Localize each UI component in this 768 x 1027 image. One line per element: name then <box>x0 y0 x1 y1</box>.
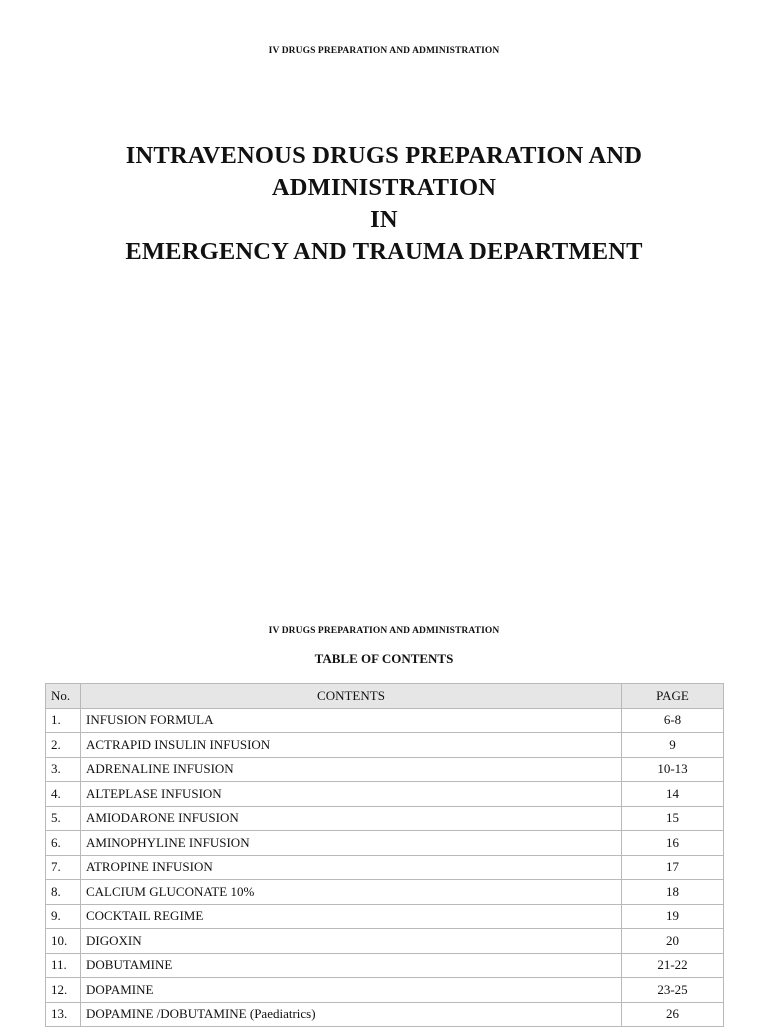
toc-row-contents: DOPAMINE <box>81 978 622 1003</box>
title-line-3: IN <box>370 206 398 233</box>
toc-row-contents: COCKTAIL REGIME <box>81 904 622 929</box>
toc-row <box>46 929 724 954</box>
toc-row-number: 11. <box>46 953 81 978</box>
toc-table <box>45 683 724 1027</box>
toc-row-page: 23-25 <box>622 978 724 1003</box>
toc-row-contents: ALTEPLASE INFUSION <box>81 782 622 807</box>
toc-row-number: 9. <box>46 904 81 929</box>
toc-row-contents: AMINOPHYLINE INFUSION <box>81 831 622 856</box>
toc-row-contents: ATROPINE INFUSION <box>81 855 622 880</box>
toc-row-number: 5. <box>46 806 81 831</box>
toc-header-row <box>46 684 724 709</box>
toc-row-number: 2. <box>46 733 81 758</box>
toc-row <box>46 782 724 807</box>
toc-row-contents: ADRENALINE INFUSION <box>81 757 622 782</box>
toc-row-number: 6. <box>46 831 81 856</box>
toc-row-page: 21-22 <box>622 953 724 978</box>
toc-row-number: 3. <box>46 757 81 782</box>
toc-row-page: 14 <box>622 782 724 807</box>
toc-row-page: 15 <box>622 806 724 831</box>
toc-row <box>46 880 724 905</box>
toc-row-number: 12. <box>46 978 81 1003</box>
toc-body <box>46 708 724 1027</box>
toc-row <box>46 1002 724 1027</box>
toc-row <box>46 806 724 831</box>
toc-row-contents: AMIODARONE INFUSION <box>81 806 622 831</box>
toc-row <box>46 953 724 978</box>
toc-row <box>46 733 724 758</box>
toc-row-contents: CALCIUM GLUCONATE 10% <box>81 880 622 905</box>
toc-row-number: 8. <box>46 880 81 905</box>
document-title <box>0 140 768 268</box>
title-line-4: EMERGENCY AND TRAUMA DEPARTMENT <box>125 238 643 265</box>
title-line-2: ADMINISTRATION <box>271 174 497 201</box>
toc-row-page: 18 <box>622 880 724 905</box>
toc-row-number: 4. <box>46 782 81 807</box>
toc-row <box>46 904 724 929</box>
toc-column-no: No. <box>46 684 81 709</box>
toc-row-page: 16 <box>622 831 724 856</box>
toc-row-contents: INFUSION FORMULA <box>81 708 622 733</box>
toc-row-page: 20 <box>622 929 724 954</box>
toc-row-number: 7. <box>46 855 81 880</box>
toc-row-number: 1. <box>46 708 81 733</box>
toc-heading: TABLE OF CONTENTS <box>314 651 454 666</box>
toc-row-number: 10. <box>46 929 81 954</box>
title-line-1: INTRAVENOUS DRUGS PREPARATION AND <box>125 142 643 169</box>
running-header-second: IV DRUGS PREPARATION AND ADMINISTRATION <box>268 626 500 636</box>
toc-row <box>46 708 724 733</box>
toc-column-contents: CONTENTS <box>81 684 622 709</box>
toc-row-page: 10-13 <box>622 757 724 782</box>
toc-row-contents: ACTRAPID INSULIN INFUSION <box>81 733 622 758</box>
toc-row <box>46 831 724 856</box>
toc-row <box>46 978 724 1003</box>
toc-row-contents: DOPAMINE /DOBUTAMINE (Paediatrics) <box>81 1002 622 1027</box>
toc-row-page: 6-8 <box>622 708 724 733</box>
toc-row <box>46 757 724 782</box>
toc-row-page: 26 <box>622 1002 724 1027</box>
toc-row-contents: DIGOXIN <box>81 929 622 954</box>
toc-row-page: 9 <box>622 733 724 758</box>
toc-row-contents: DOBUTAMINE <box>81 953 622 978</box>
toc-row-number: 13. <box>46 1002 81 1027</box>
toc-column-page: PAGE <box>622 684 724 709</box>
toc-row-page: 17 <box>622 855 724 880</box>
running-header-top: IV DRUGS PREPARATION AND ADMINISTRATION <box>268 46 500 56</box>
toc-row-page: 19 <box>622 904 724 929</box>
toc-row <box>46 855 724 880</box>
